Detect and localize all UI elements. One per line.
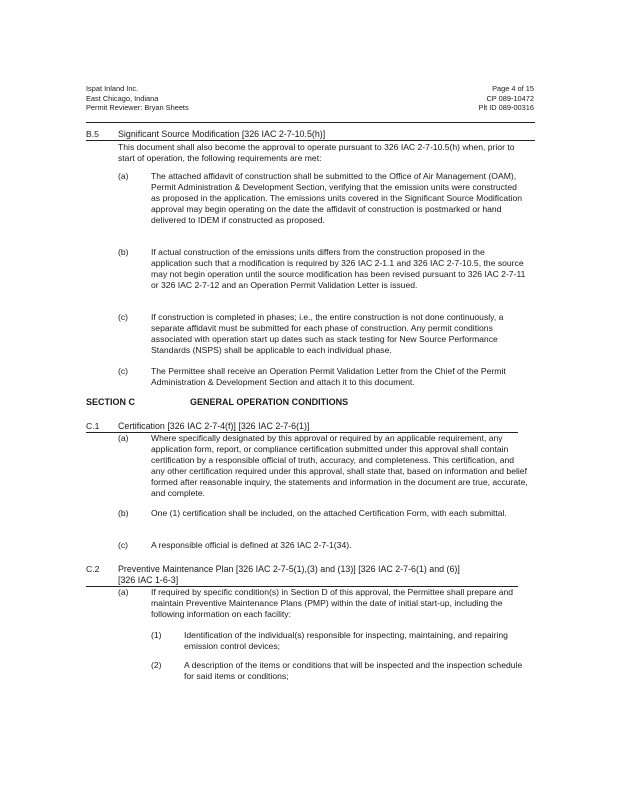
header-right [479, 84, 534, 113]
header-permit-number: CP 089-10472 [486, 93, 534, 103]
header-location: East Chicago, Indiana [86, 93, 159, 103]
c2-a-label: (a) [118, 587, 129, 597]
c1-b-label: (b) [118, 508, 129, 518]
b5-title: Significant Source Modification [326 IAC 2-7-10.5(h)] [118, 129, 326, 139]
b5-b-label: (b) [118, 247, 129, 257]
c1-a-label: (a) [118, 433, 129, 443]
c1-c-label: (c) [118, 540, 129, 550]
c1-number: C.1 [86, 421, 100, 431]
b5-a-label: (a) [118, 171, 129, 181]
section-c-label: SECTION C [86, 397, 136, 407]
b5-a-text: The attached affidavit of construction shall be submitted to the Office of Air Management (OAM), Permit Administration & Development Section, verifying that the emission units were constructed as proposed in the application. The emissions units covered in the Significant Source Modification approval may begin operating on the date the affidavit of construction is postmarked or hand delivered to IDEM if constructed as proposed. [151, 171, 523, 225]
b5-c-label: (c) [118, 312, 129, 322]
c1-b-text: One (1) certification shall be included, on the attached Certification Form, with each submittal. [151, 508, 507, 518]
c1-c-text: A responsible official is defined at 326 IAC 2-7-1(34). [151, 540, 352, 550]
b5-d-text: The Permittee shall receive an Operation Permit Validation Letter from the Chief of the Permit Administration & Development Section and attach it to this document. [151, 366, 506, 387]
c2-title-line2: [326 IAC 1-6-3] [118, 575, 179, 585]
header-reviewer: Permit Reviewer: Bryan Sheets [86, 103, 189, 113]
b5-number: B.5 [86, 129, 99, 139]
header-plant-id: Plt ID 089-00316 [478, 103, 534, 113]
b5-b-text: If actual construction of the emissions units differs from the construction proposed in the application such that a modification is required by 326 IAC 2-1.1 and 326 IAC 2-7-10.5, the source may not begin operation until the source modification has been revised pursuant to 326 IAC 2-7-11 or 326 IAC 2-7-12 and an Operation Permit Validation Letter is issued. [151, 247, 526, 290]
b5-intro: This document shall also become the approval to operate pursuant to 326 IAC 2-7-10.5(h) when, prior to start of operation, the following requirements are met: [118, 142, 515, 163]
header-company: Ispat Inland Inc. [86, 84, 139, 93]
c2-sub2-text: A description of the items or conditions that will be inspected and the inspection schedule for said items or conditions; [184, 660, 523, 681]
c2-sub2-label: (2) [151, 660, 162, 670]
c2-title-line1: Preventive Maintenance Plan [326 IAC 2-7-5(1),(3) and (13)] [326 IAC 2-7-6(1) and (6)] [118, 564, 460, 574]
c1-a-text: Where specifically designated by this approval or required by an applicable requirement, any application form, report, or compliance certification submitted under this approval shall contain certification by a responsible official of truth, accuracy, and completeness. This certification, and any other certification required under this approval, shall state that, based on information and belief formed after reasonable inquiry, the statements and information in the document are true, accurate, and complete. [151, 433, 528, 498]
b5-d-label: (c) [118, 366, 129, 376]
c2-sub1-text: Identification of the individual(s) responsible for inspecting, maintaining, and repairing emission control devices; [184, 630, 508, 651]
b5-c-text: If construction is completed in phases; i.e., the entire construction is not done continuously, a separate affidavit must be submitted for each phase of construction. Any permit conditions associated with operation start up dates such as stack testing for New Source Performance Standards (NSPS) shall be applicable to each individual phase. [151, 312, 504, 355]
c2-number: C.2 [86, 564, 100, 574]
c2-sub1-label: (1) [151, 630, 162, 640]
b5-title-rule [86, 140, 535, 141]
section-c-title: GENERAL OPERATION CONDITIONS [190, 397, 349, 407]
c2-a-text: If required by specific condition(s) in Section D of this approval, the Permittee shall prepare and maintain Preventive Maintenance Plans (PMP) within the date of initial start-up, including the following information on each facility: [151, 587, 514, 619]
header-left [86, 84, 189, 113]
header-divider [86, 122, 535, 123]
header-page: Page 4 of 15 [492, 84, 534, 93]
c1-title: Certification [326 IAC 2-7-4(f)] [326 IAC 2-7-6(1)] [118, 421, 310, 431]
